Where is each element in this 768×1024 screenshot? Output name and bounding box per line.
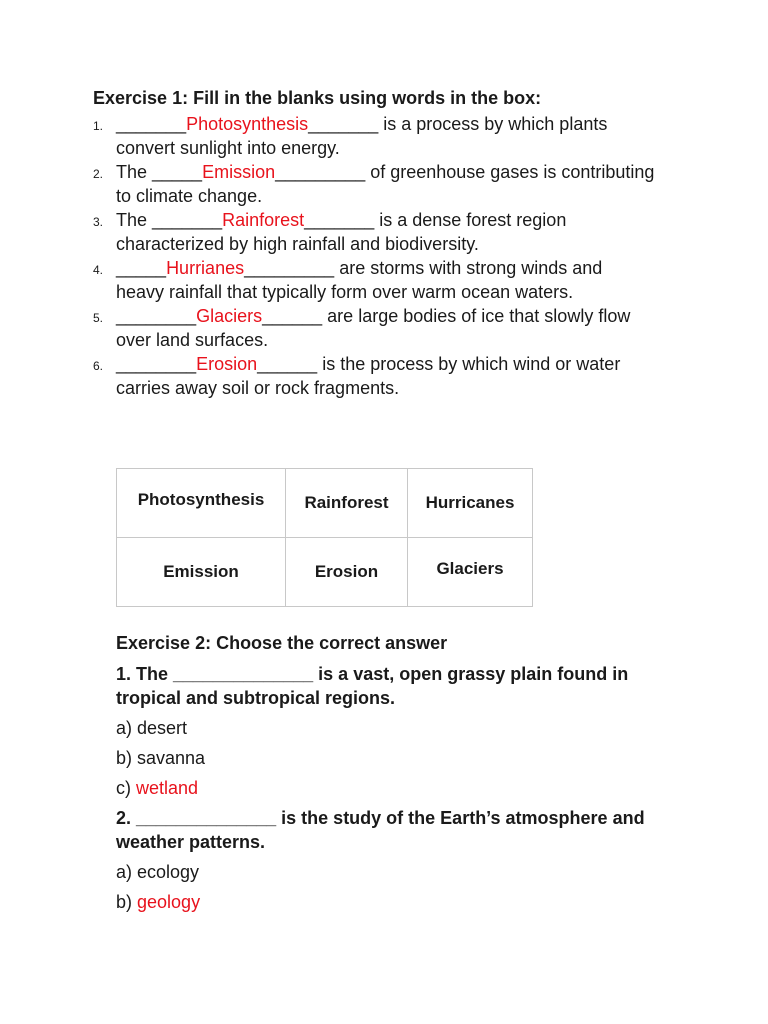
word-box-cell: Hurricanes <box>408 469 533 538</box>
word-box-cell: Rainforest <box>286 469 408 538</box>
item-pre: ________ <box>116 306 197 326</box>
word-box-cell: Erosion <box>286 538 408 607</box>
item-number: 2. <box>93 167 104 181</box>
item-post: _______ is a dense forest region <box>304 210 567 230</box>
exercise2-title: Exercise 2: Choose the correct answer <box>116 633 448 653</box>
item-post: ______ are large bodies of ice that slowly flow <box>262 306 631 326</box>
item-pre: _____ <box>116 258 167 278</box>
question-2: 2. ______________ is the study of the Earth’s atmosphere and weather patterns. <box>116 808 645 852</box>
item-post: _________ of greenhouse gases is contributing <box>275 162 655 182</box>
exercise1-title: Exercise 1: Fill in the blanks using words in the box: <box>93 88 542 108</box>
item-answer: Emission <box>202 162 276 182</box>
item-post: ______ is the process by which wind or water <box>257 354 621 374</box>
exercise2-block <box>116 662 676 914</box>
list-item <box>93 352 673 400</box>
item-line2: heavy rainfall that typically form over warm ocean waters. <box>116 282 574 302</box>
list-item <box>93 256 673 304</box>
item-answer: Erosion <box>196 354 258 374</box>
option-prefix: b) <box>116 892 138 912</box>
exercise1-list <box>93 112 673 400</box>
option-b <box>116 890 676 914</box>
item-pre: The _____ <box>116 162 203 182</box>
option-word: wetland <box>136 778 199 798</box>
option-c <box>116 776 676 800</box>
option-a: a) ecology <box>116 862 200 882</box>
item-line2: over land surfaces. <box>116 330 269 350</box>
item-answer: Photosynthesis <box>186 114 309 134</box>
list-item <box>93 208 673 256</box>
word-box-cell: Glaciers <box>408 538 533 607</box>
item-number: 5. <box>93 311 104 325</box>
word-box-cell: Emission <box>117 538 286 607</box>
item-pre: The _______ <box>116 210 223 230</box>
list-item <box>93 304 673 352</box>
item-post: _______ is a process by which plants <box>308 114 608 134</box>
table-row <box>117 469 533 538</box>
item-line2: convert sunlight into energy. <box>116 138 340 158</box>
item-line2: characterized by high rainfall and biodiversity. <box>116 234 479 254</box>
item-answer: Hurrianes <box>166 258 245 278</box>
item-answer: Glaciers <box>196 306 263 326</box>
word-box-cell: Photosynthesis <box>117 469 286 538</box>
list-item <box>93 160 673 208</box>
question-1: 1. The ______________ is a vast, open grassy plain found in tropical and subtropical regions. <box>116 664 629 708</box>
item-pre: ________ <box>116 354 197 374</box>
item-post: _________ are storms with strong winds and <box>244 258 603 278</box>
option-word: geology <box>137 892 201 912</box>
item-number: 3. <box>93 215 104 229</box>
table-row <box>117 538 533 607</box>
item-number: 1. <box>93 119 104 133</box>
item-number: 4. <box>93 263 104 277</box>
item-answer: Rainforest <box>222 210 305 230</box>
option-prefix: c) <box>116 778 136 798</box>
option-b: b) savanna <box>116 748 206 768</box>
item-pre: _______ <box>116 114 187 134</box>
option-a: a) desert <box>116 718 188 738</box>
word-box-table <box>116 468 533 607</box>
item-number: 6. <box>93 359 104 373</box>
item-line2: to climate change. <box>116 186 263 206</box>
list-item <box>93 112 673 160</box>
item-line2: carries away soil or rock fragments. <box>116 378 400 398</box>
